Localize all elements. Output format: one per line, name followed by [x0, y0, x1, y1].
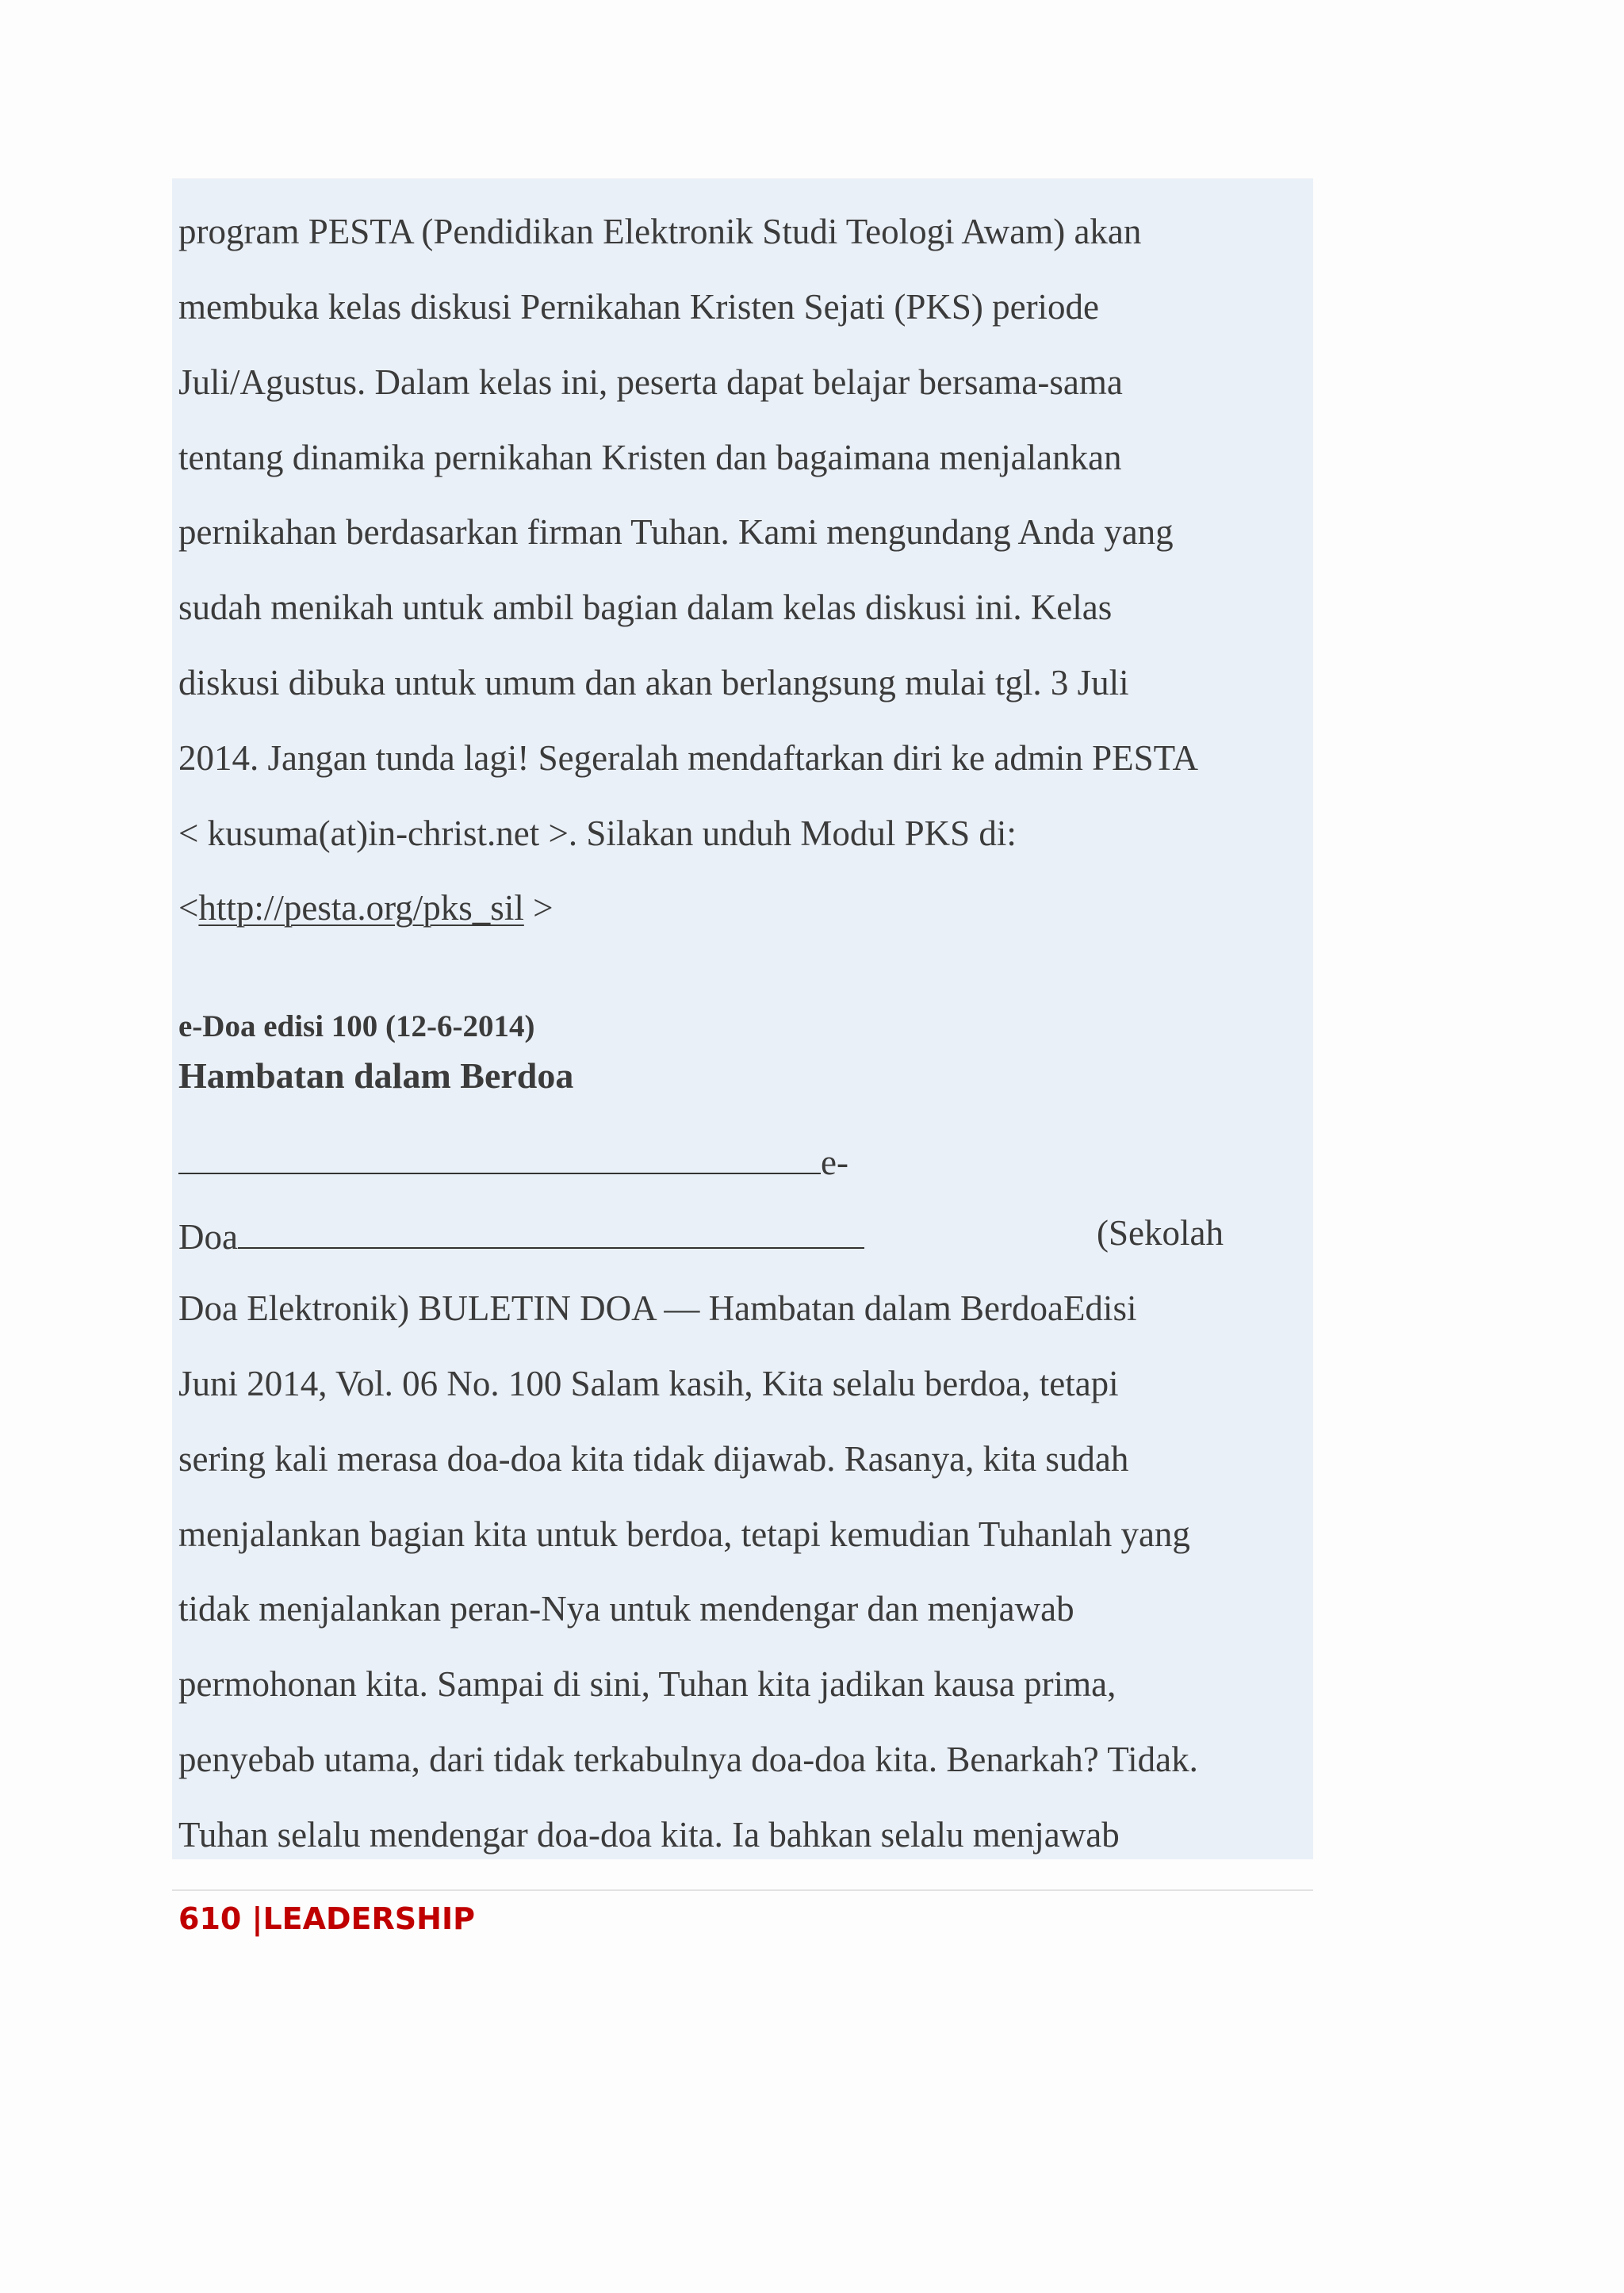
link-prefix: < [178, 888, 199, 928]
paragraph-line: Juli/Agustus. Dalam kelas ini, peserta dapat belajar bersama-sama [178, 362, 1123, 402]
article-line: permohonan kita. Sampai di sini, Tuhan kita jadikan kausa prima, [178, 1664, 1116, 1704]
pks-module-link[interactable]: http://pesta.org/pks_sil [198, 888, 524, 928]
article-line: tidak menjalankan peran-Nya untuk mendengar dan menjawab [178, 1589, 1074, 1629]
paragraph-line: program PESTA (Pendidikan Elektronik Studi Teologi Awam) akan [178, 212, 1142, 251]
footer-separator: | [241, 1901, 263, 1936]
paragraph-line: pernikahan berdasarkan firman Tuhan. Kami mengundang Anda yang [178, 512, 1174, 552]
masthead-suffix: e- [821, 1143, 848, 1182]
article-line: Doa Elektronik) BULETIN DOA — Hambatan dalam BerdoaEdisi [178, 1288, 1137, 1328]
article-line: sering kali merasa doa-doa kita tidak dijawab. Rasanya, kita sudah [178, 1439, 1129, 1479]
page-number: 610 [178, 1901, 242, 1936]
paragraph-line: 2014. Jangan tunda lagi! Segeralah mendaftarkan diri ke admin PESTA [178, 738, 1199, 778]
article-line: Juni 2014, Vol. 06 No. 100 Salam kasih, Kita selalu berdoa, tetapi [178, 1364, 1119, 1403]
paragraph-line: tentang dinamika pernikahan Kristen dan bagaimana menjalankan [178, 438, 1122, 477]
masthead-prefix: Doa [178, 1217, 238, 1257]
link-suffix: > [523, 888, 553, 928]
masthead-line-1 [178, 1136, 848, 1185]
masthead-line-2 [178, 1211, 864, 1259]
masthead-right-text: (Sekolah [1097, 1213, 1224, 1253]
paragraph-line: membuka kelas diskusi Pernikahan Kristen Sejati (PKS) periode [178, 287, 1100, 327]
edition-heading: e-Doa edisi 100 (12-6-2014) [178, 1009, 535, 1043]
article-line: menjalankan bagian kita untuk berdoa, tetapi kemudian Tuhanlah yang [178, 1514, 1190, 1554]
paragraph-line: diskusi dibuka untuk umum dan akan berlangsung mulai tgl. 3 Juli [178, 663, 1129, 702]
footer-divider [172, 1889, 1313, 1891]
section-name: LEADERSHIP [262, 1901, 475, 1936]
article-line: penyebab utama, dari tidak terkabulnya doa-doa kita. Benarkah? Tidak. [178, 1740, 1198, 1779]
paragraph-line: < kusuma(at)in-christ.net >. Silakan unduh Modul PKS di: [178, 813, 1017, 853]
horizontal-rule [238, 1211, 864, 1249]
paragraph-line: sudah menikah untuk ambil bagian dalam kelas diskusi ini. Kelas [178, 588, 1113, 627]
article-title: Hambatan dalam Berdoa [178, 1055, 574, 1096]
link-line [178, 886, 553, 930]
article-line: Tuhan selalu mendengar doa-doa kita. Ia bahkan selalu menjawab [178, 1815, 1120, 1855]
horizontal-rule [178, 1136, 821, 1174]
page-footer [178, 1901, 475, 1936]
